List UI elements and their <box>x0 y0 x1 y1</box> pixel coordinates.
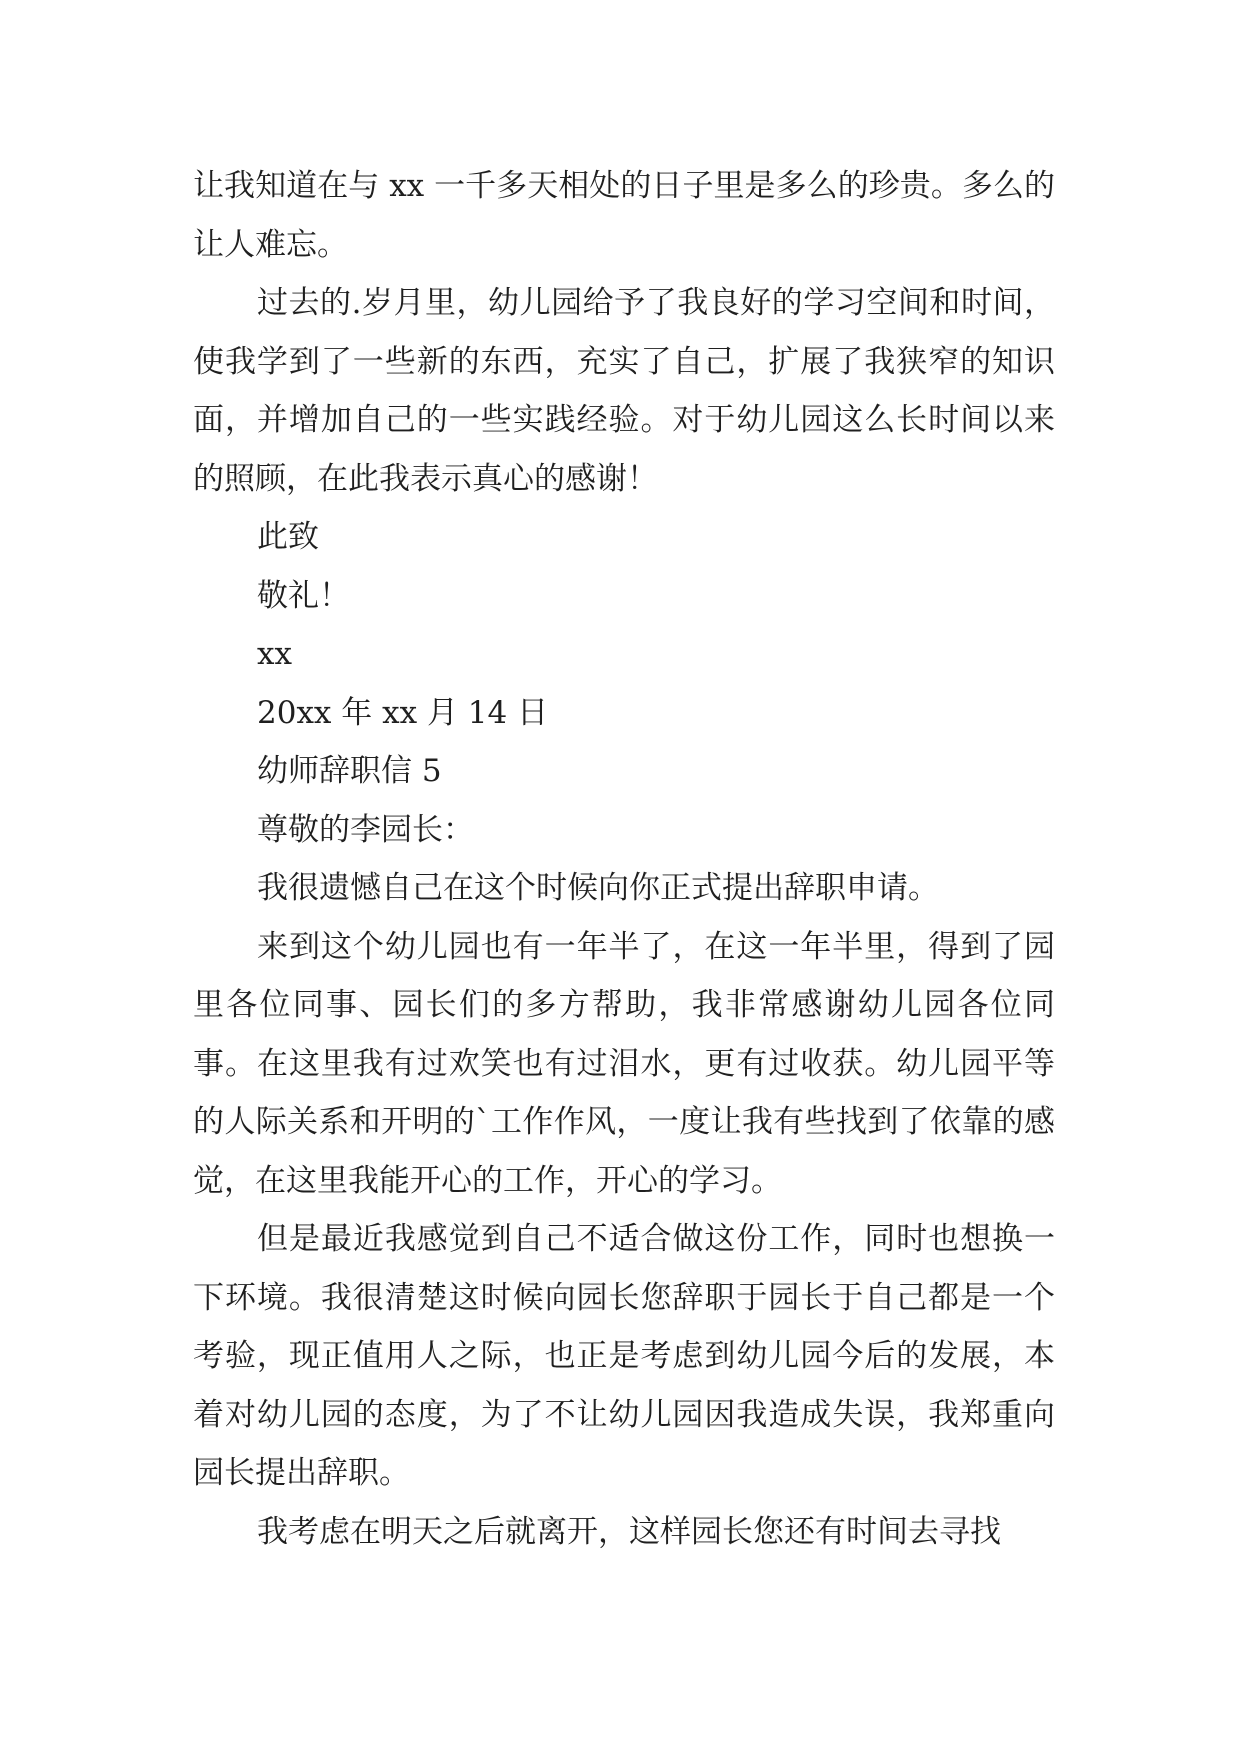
paragraph-gratitude: 过去的.岁月里，幼儿园给予了我良好的学习空间和时间，使我学到了一些新的东西，充实了自己，扩展了我狭窄的知识面，并增加自己的一些实践经验。对于幼儿园这么长时间以来的照顾，在此我表示真心的感谢！ <box>193 285 1055 497</box>
section-heading: 幼师辞职信 5 <box>257 753 442 789</box>
paragraph-experience: 来到这个幼儿园也有一年半了，在这一年半里，得到了园里各位同事、园长们的多方帮助，我非常感谢幼儿园各位同事。在这里我有过欢笑也有过泪水，更有过收获。幼儿园平等的人际关系和开明的`工作作风，一度让我有些找到了依靠的感觉，在这里我能开心的工作，开心的学习。 <box>193 928 1055 1199</box>
letter-greeting: 尊敬的李园长： <box>257 811 474 848</box>
closing-salutation: 此致 <box>257 519 319 555</box>
closing-regards: 敬礼！ <box>257 577 350 614</box>
paragraph-continuation: 让我知道在与 xx 一千多天相处的日子里是多么的珍贵。多么的让人难忘。 <box>193 168 1055 263</box>
paragraph-reason: 但是最近我感觉到自己不适合做这份工作，同时也想换一下环境。我很清楚这时候向园长您辞职于园长于自己都是一个考验，现正值用人之际，也正是考虑到幼儿园今后的发展，本着对幼儿园的态度，为了不让幼儿园因我造成失误，我郑重向园长提出辞职。 <box>193 1221 1055 1491</box>
paragraph-intro: 我很遗憾自己在这个时候向你正式提出辞职申请。 <box>257 870 939 906</box>
signature-name: xx <box>257 636 292 672</box>
signature-date: 20xx 年 xx 月 14 日 <box>257 694 549 731</box>
document-body <box>193 157 1055 1561</box>
paragraph-departure: 我考虑在明天之后就离开，这样园长您还有时间去寻找 <box>257 1513 1001 1550</box>
